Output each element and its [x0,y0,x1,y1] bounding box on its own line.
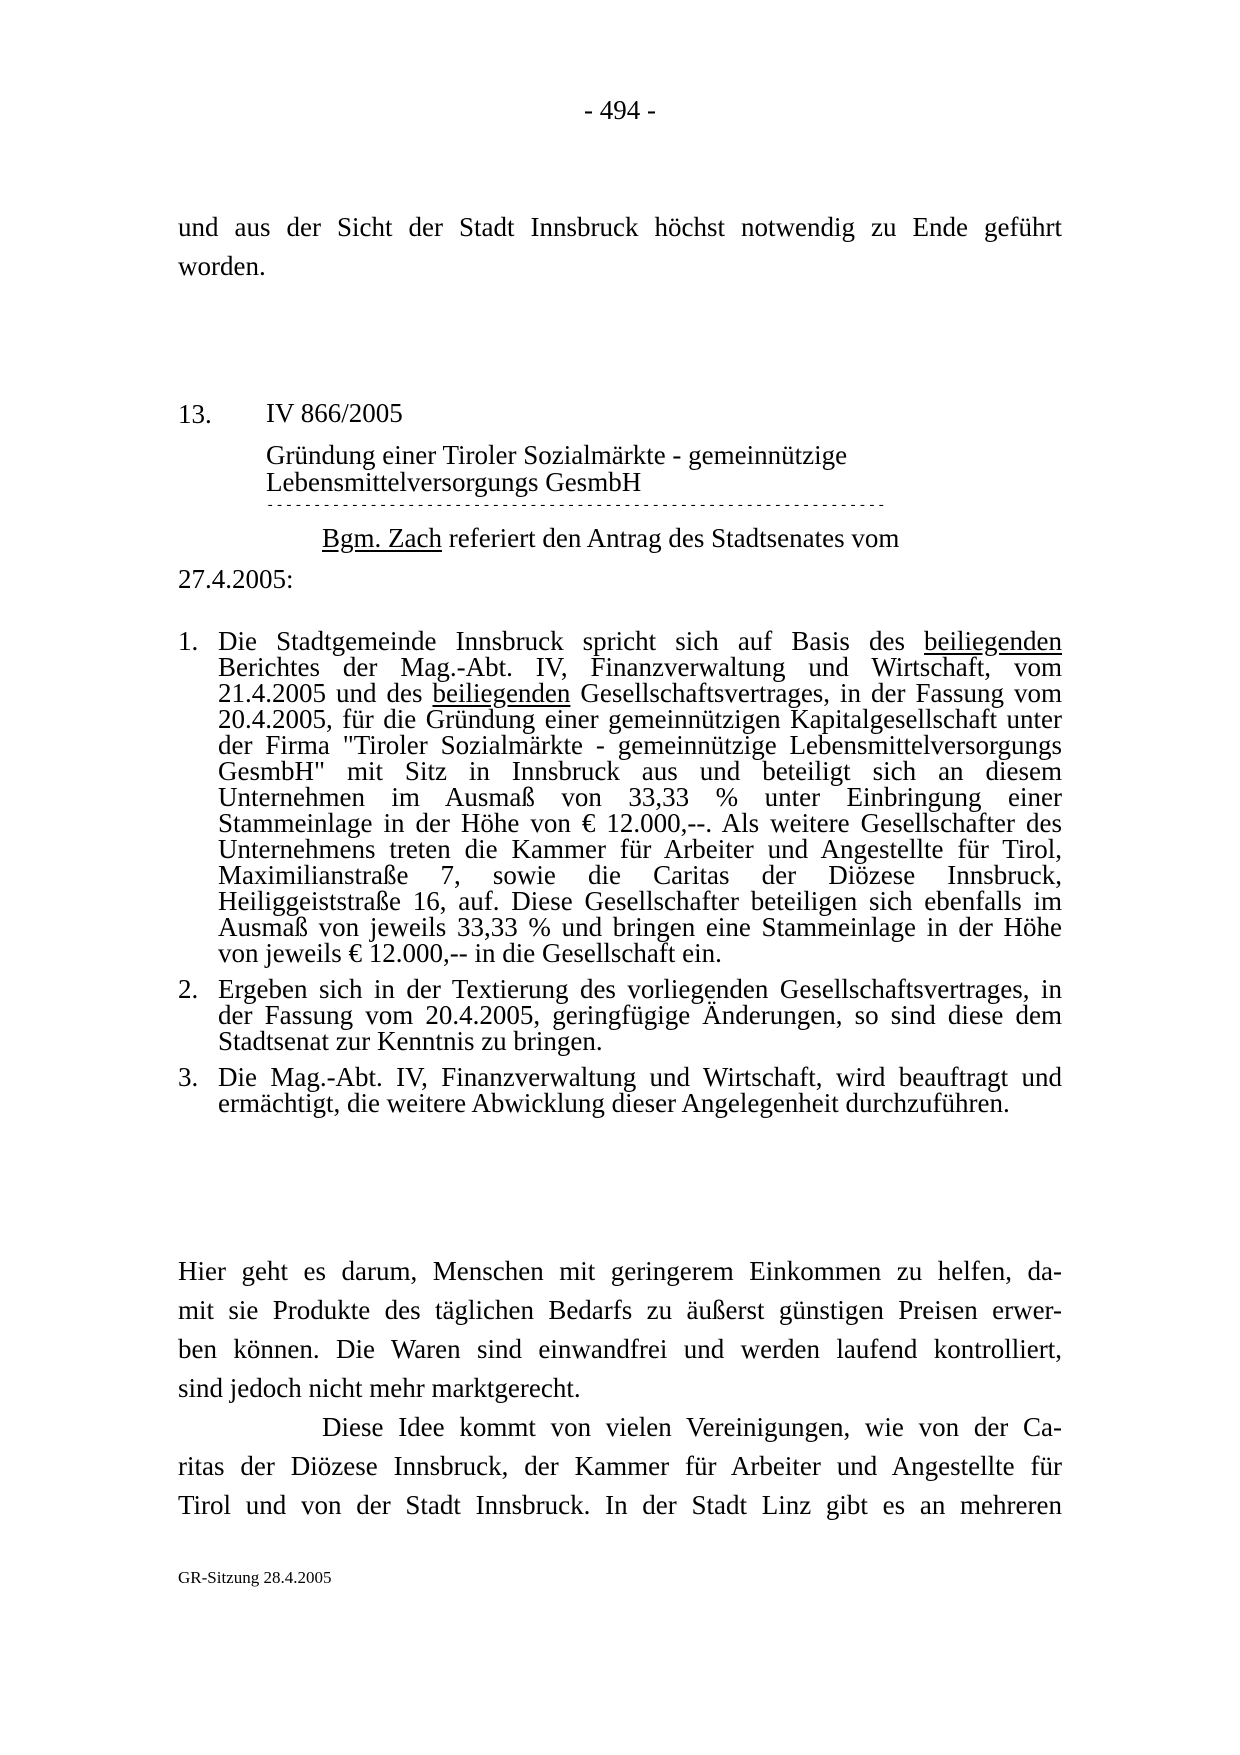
body-paragraph-1-line: ben können. Die Waren sind einwandfrei und werden laufend kontrolliert, [178,1334,1062,1364]
motion-date: 27.4.2005: [178,564,294,594]
list-item-text: Ergeben sich in der Textierung des vorliegenden Gesellschaftsvertrages, in der Fassung vom 20.4.2005, geringfügige Änderungen, so sind diese dem Stadtsenat zur Kenntnis zu bringen. [218,974,1062,1056]
body-paragraph-2-line: Tirol und von der Stadt Innsbruck. In der Stadt Linz gibt es an mehreren [178,1490,1062,1520]
list-item [178,976,1062,1054]
footer-session-date: GR-Sitzung 28.4.2005 [178,1568,332,1587]
motion-intro-text: referiert den Antrag des Stadtsenates vom [448,523,900,553]
agenda-title-line-1: Gründung einer Tiroler Sozialmärkte - gemeinnützige [266,440,848,470]
list-item-text: Die Mag.-Abt. IV, Finanzverwaltung und Wirtschaft, wird beauftragt und ermächtigt, die weitere Abwicklung dieser Angelegenheit durchzuführen. [218,1062,1062,1118]
list-item [178,628,1062,966]
agenda-title-line-2: Lebensmittelversorgungs GesmbH [266,467,642,497]
speaker-name: Bgm. Zach [322,523,442,553]
body-paragraph-1-line: mit sie Produkte des täglichen Bedarfs zu äußerst günstigen Preisen erwer- [178,1295,1062,1325]
list-item-text: Gesellschaftsvertrages, in der Fassung vom 20.4.2005, für die Gründung einer gemeinnützigen Kapitalgesellschaft unter der Firma "Tiroler Sozialmärkte - gemeinnützige Lebensmittelversorgungs GesmbH" mit Sitz in Innsbruck aus und beteiligt sich an diesem Unternehmen im Ausmaß von 33,33 % unter Einbringung einer Stammeinlage in der Höhe von € 12.000,--. Als weitere Gesellschafter des Unternehmens treten die Kammer für Arbeiter und Angestellte für Tirol, Maximilianstraße 7, sowie die Caritas der Diözese Innsbruck, Heiliggeiststraße 16, auf. Diese Gesellschafter beteiligen sich ebenfalls im Ausmaß von jeweils 33,33 % und bringen eine Stammeinlage in der Höhe von jeweils € 12.000,-- in die Gesellschaft ein. [218,678,1063,968]
list-item-number: 3. [178,1062,199,1092]
motion-list [178,628,1062,1116]
list-item-number: 2. [178,974,199,1004]
agenda-item-number: 13. [178,399,212,429]
intro-line-1: und aus der Sicht der Stadt Innsbruck höchst notwendig zu Ende geführt [178,212,1062,242]
intro-line-2: worden. [178,251,266,281]
underlined-text: beiliegenden [924,626,1062,656]
body-paragraph-2-line: Diese Idee kommt von vielen Vereinigungen, wie von der Ca- [322,1412,1062,1442]
list-item [178,1064,1062,1116]
motion-intro [322,519,1062,558]
agenda-reference: IV 866/2005 [266,398,403,428]
list-item-text: Die Stadtgemeinde Innsbruck spricht sich auf Basis des [218,626,925,656]
body-paragraph-2-line: ritas der Diözese Innsbruck, der Kammer für Arbeiter und Angestellte für [178,1451,1062,1481]
page-number: - 494 - [584,95,656,125]
underlined-text: beiliegenden [432,678,571,708]
separator-line: ------------------------------------------------------------------ [266,499,887,513]
list-item-text: Berichtes der Mag.-Abt. IV, Finanzverwaltung und Wirtschaft, vom 21.4.2005 und des [218,652,1062,708]
body-paragraph-1-line: sind jedoch nicht mehr marktgerecht. [178,1373,581,1403]
list-item-number: 1. [178,626,199,656]
body-paragraph-1-line: Hier geht es darum, Menschen mit geringerem Einkommen zu helfen, da- [178,1256,1062,1286]
